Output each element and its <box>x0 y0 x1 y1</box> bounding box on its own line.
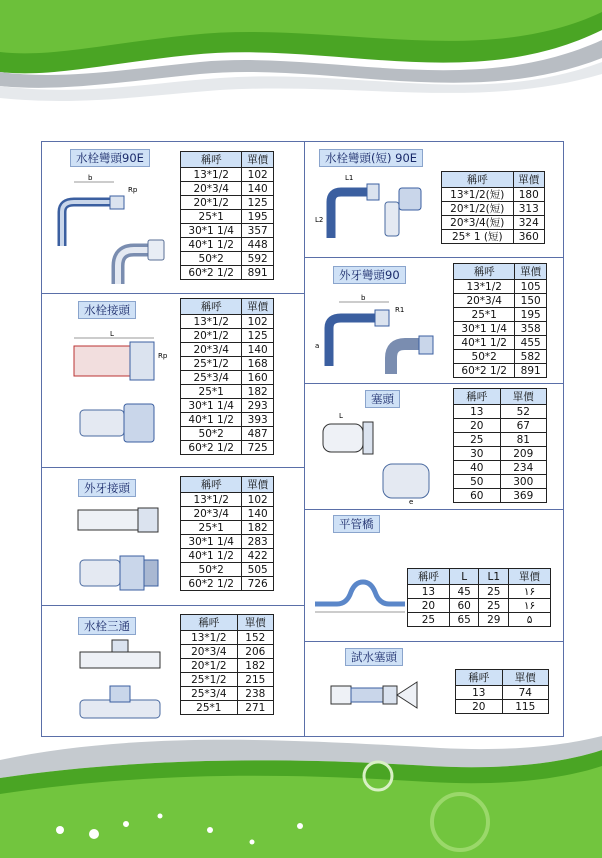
column-header: 單價 <box>242 152 274 168</box>
table-row <box>181 238 274 252</box>
size-cell: 13 <box>408 585 450 599</box>
table-row <box>181 701 274 715</box>
size-cell: 40*1 1/2 <box>181 238 242 252</box>
crossover-drawing <box>313 574 407 616</box>
size-cell: 50*2 <box>181 427 242 441</box>
value-cell: 29 <box>479 613 509 627</box>
size-cell: 25*1 <box>181 701 238 715</box>
value-cell: 65 <box>449 613 479 627</box>
table-header-row <box>456 670 549 686</box>
value-cell: 81 <box>500 433 547 447</box>
table-row <box>181 371 274 385</box>
value-cell: 455 <box>515 336 547 350</box>
size-cell: 40*1 1/2 <box>181 413 242 427</box>
size-cell: 13*1/2 <box>181 315 242 329</box>
size-cell: 13 <box>456 686 503 700</box>
value-cell: 115 <box>502 700 549 714</box>
test-plug-drawing <box>327 676 423 716</box>
size-cell: 30*1 1/4 <box>181 535 242 549</box>
value-cell: 182 <box>242 521 274 535</box>
size-cell: 60*2 1/2 <box>181 266 242 280</box>
table-row <box>181 427 274 441</box>
value-cell: ۱۶ <box>509 599 551 613</box>
column-header: 稱呼 <box>181 615 238 631</box>
column-header: 單價 <box>500 389 547 405</box>
value-cell: 206 <box>237 645 273 659</box>
value-cell: 160 <box>242 371 274 385</box>
section-male-elbow <box>304 258 563 384</box>
size-cell: 30*1 1/4 <box>181 399 242 413</box>
value-cell: 891 <box>515 364 547 378</box>
value-cell: 393 <box>242 413 274 427</box>
bottom-wave-decoration <box>0 730 602 858</box>
column-header: 稱呼 <box>181 477 242 493</box>
table-row <box>181 252 274 266</box>
table-header-row <box>408 569 551 585</box>
value-cell: 360 <box>513 230 544 244</box>
table-header-row <box>181 477 274 493</box>
value-cell: 725 <box>242 441 274 455</box>
table-row <box>408 613 551 627</box>
table-row <box>454 475 547 489</box>
value-cell: 300 <box>500 475 547 489</box>
section-elbow-short <box>304 142 563 258</box>
table-row <box>454 489 547 503</box>
table-row <box>442 230 545 244</box>
size-cell: 60 <box>454 489 501 503</box>
elbow-90e-drawing <box>48 168 178 290</box>
table-header-row <box>454 389 547 405</box>
table-row <box>454 364 547 378</box>
table-row <box>181 266 274 280</box>
size-cell: 25*1/2 <box>181 673 238 687</box>
value-cell: 238 <box>237 687 273 701</box>
table-row <box>454 308 547 322</box>
size-cell: 25*1 <box>454 308 515 322</box>
value-cell: 105 <box>515 280 547 294</box>
section-title: 水栓彎頭90E <box>70 149 150 167</box>
table-row <box>181 549 274 563</box>
size-cell: 20*3/4 <box>181 507 242 521</box>
size-cell: 20*1/2(短) <box>442 202 514 216</box>
value-cell: 487 <box>242 427 274 441</box>
value-cell: 67 <box>500 419 547 433</box>
column-header: 稱呼 <box>442 172 514 188</box>
plug-drawing <box>313 408 447 506</box>
table-header-row <box>181 615 274 631</box>
size-cell: 20*1/2 <box>181 196 242 210</box>
column-header: 稱呼 <box>181 299 242 315</box>
size-cell: 25*1 <box>181 210 242 224</box>
table-row <box>181 413 274 427</box>
table-row <box>454 280 547 294</box>
price-table <box>180 614 274 715</box>
section-title: 塞頭 <box>365 390 400 408</box>
value-cell: 592 <box>242 252 274 266</box>
size-cell: 25*1 <box>181 521 242 535</box>
table-row <box>181 385 274 399</box>
size-cell: 20*1/2 <box>181 329 242 343</box>
price-table <box>441 171 545 244</box>
size-cell: 25* 1 (短) <box>442 230 514 244</box>
size-cell: 25*3/4 <box>181 687 238 701</box>
section-title: 水栓接頭 <box>78 301 136 319</box>
connector-drawing <box>66 328 176 456</box>
value-cell: 358 <box>515 322 547 336</box>
drawing-label-r1: R1 <box>395 306 405 314</box>
size-cell: 20 <box>454 419 501 433</box>
size-cell: 20*1/2 <box>181 659 238 673</box>
size-cell: 30*1 1/4 <box>454 322 515 336</box>
drawing-label-b: b <box>88 174 93 182</box>
table-row <box>181 343 274 357</box>
value-cell: 422 <box>242 549 274 563</box>
size-cell: 13 <box>454 405 501 419</box>
table-row <box>456 686 549 700</box>
table-row <box>181 315 274 329</box>
table-row <box>408 585 551 599</box>
table-row <box>454 405 547 419</box>
price-table <box>453 388 547 503</box>
value-cell: 271 <box>237 701 273 715</box>
drawing-label-l1: L1 <box>345 174 354 182</box>
section-tee <box>42 606 304 736</box>
value-cell: ۵ <box>509 613 551 627</box>
table-row <box>181 673 274 687</box>
table-row <box>181 210 274 224</box>
section-connector <box>42 294 304 468</box>
drawing-label-a: a <box>315 342 320 350</box>
table-row <box>442 202 545 216</box>
table-header-row <box>454 264 547 280</box>
value-cell: 125 <box>242 329 274 343</box>
size-cell: 50 <box>454 475 501 489</box>
tee-drawing <box>74 638 178 734</box>
size-cell: 30*1 1/4 <box>181 224 242 238</box>
drawing-label-rp: Rp <box>128 186 138 194</box>
column-header: 單價 <box>515 264 547 280</box>
catalog-panel <box>41 141 564 737</box>
table-row <box>181 168 274 182</box>
table-row <box>454 350 547 364</box>
table-row <box>454 294 547 308</box>
value-cell: 52 <box>500 405 547 419</box>
table-header-row <box>442 172 545 188</box>
column-header: 單價 <box>242 477 274 493</box>
male-elbow-drawing <box>309 288 449 380</box>
column-header: 單價 <box>242 299 274 315</box>
value-cell: 582 <box>515 350 547 364</box>
value-cell: 45 <box>449 585 479 599</box>
male-connector-drawing <box>68 498 178 602</box>
value-cell: 180 <box>513 188 544 202</box>
column-header: L1 <box>479 569 509 585</box>
price-table <box>455 669 549 714</box>
column-header: 單價 <box>509 569 551 585</box>
table-row <box>442 216 545 230</box>
section-title: 水栓三通 <box>78 617 136 635</box>
table-header-row <box>181 299 274 315</box>
size-cell: 20 <box>408 599 450 613</box>
table-row <box>454 419 547 433</box>
column-header: 單價 <box>237 615 273 631</box>
price-table <box>180 298 274 455</box>
value-cell: 195 <box>515 308 547 322</box>
table-row <box>181 659 274 673</box>
value-cell: 125 <box>242 196 274 210</box>
value-cell: 357 <box>242 224 274 238</box>
size-cell: 40*1 1/2 <box>454 336 515 350</box>
size-cell: 50*2 <box>181 252 242 266</box>
value-cell: 505 <box>242 563 274 577</box>
section-elbow-90e <box>42 142 304 294</box>
table-row <box>181 196 274 210</box>
table-row <box>181 577 274 591</box>
table-row <box>181 224 274 238</box>
value-cell: ۱۶ <box>509 585 551 599</box>
size-cell: 13*1/2 <box>181 631 238 645</box>
column-header: 稱呼 <box>456 670 503 686</box>
table-row <box>181 535 274 549</box>
size-cell: 20*3/4 <box>181 645 238 659</box>
value-cell: 140 <box>242 343 274 357</box>
size-cell: 13*1/2(短) <box>442 188 514 202</box>
value-cell: 726 <box>242 577 274 591</box>
value-cell: 168 <box>242 357 274 371</box>
section-plug <box>304 384 563 510</box>
table-row <box>181 441 274 455</box>
value-cell: 25 <box>479 585 509 599</box>
value-cell: 293 <box>242 399 274 413</box>
size-cell: 25*1/2 <box>181 357 242 371</box>
drawing-label-b: b <box>361 294 366 302</box>
drawing-label-l: L <box>110 330 114 338</box>
section-title: 試水塞頭 <box>345 648 403 666</box>
size-cell: 13*1/2 <box>181 168 242 182</box>
table-row <box>181 182 274 196</box>
section-male-connector <box>42 468 304 606</box>
value-cell: 209 <box>500 447 547 461</box>
table-row <box>181 329 274 343</box>
value-cell: 369 <box>500 489 547 503</box>
value-cell: 283 <box>242 535 274 549</box>
value-cell: 140 <box>242 182 274 196</box>
size-cell: 50*2 <box>181 563 242 577</box>
value-cell: 150 <box>515 294 547 308</box>
size-cell: 25*1 <box>181 385 242 399</box>
value-cell: 60 <box>449 599 479 613</box>
table-row <box>181 645 274 659</box>
price-table <box>453 263 547 378</box>
table-row <box>181 687 274 701</box>
column-header: 單價 <box>513 172 544 188</box>
size-cell: 40 <box>454 461 501 475</box>
size-cell: 60*2 1/2 <box>181 441 242 455</box>
section-title: 水栓彎頭(短) 90E <box>319 149 423 167</box>
size-cell: 13*1/2 <box>181 493 242 507</box>
column-header: L <box>449 569 479 585</box>
value-cell: 74 <box>502 686 549 700</box>
table-row <box>408 599 551 613</box>
column-header: 稱呼 <box>454 264 515 280</box>
table-row <box>454 447 547 461</box>
drawing-label-l2: L2 <box>315 216 324 224</box>
table-row <box>181 399 274 413</box>
column-header: 稱呼 <box>181 152 242 168</box>
size-cell: 60*2 1/2 <box>181 577 242 591</box>
value-cell: 102 <box>242 315 274 329</box>
value-cell: 140 <box>242 507 274 521</box>
drawing-label-rp: Rp <box>158 352 168 360</box>
section-title: 外牙彎頭90 <box>333 266 406 284</box>
value-cell: 182 <box>242 385 274 399</box>
column-header: 稱呼 <box>454 389 501 405</box>
size-cell: 20*3/4 <box>181 343 242 357</box>
section-title: 外牙接頭 <box>78 479 136 497</box>
size-cell: 60*2 1/2 <box>454 364 515 378</box>
table-row <box>454 322 547 336</box>
value-cell: 182 <box>237 659 273 673</box>
size-cell: 40*1 1/2 <box>181 549 242 563</box>
column-header: 單價 <box>502 670 549 686</box>
size-cell: 13*1/2 <box>454 280 515 294</box>
value-cell: 234 <box>500 461 547 475</box>
value-cell: 891 <box>242 266 274 280</box>
table-row <box>454 461 547 475</box>
table-row <box>181 507 274 521</box>
size-cell: 25 <box>454 433 501 447</box>
price-table <box>407 568 551 627</box>
value-cell: 324 <box>513 216 544 230</box>
section-title: 平管橋 <box>333 515 380 533</box>
size-cell: 25 <box>408 613 450 627</box>
size-cell: 20*3/4 <box>181 182 242 196</box>
table-row <box>454 336 547 350</box>
value-cell: 215 <box>237 673 273 687</box>
value-cell: 25 <box>479 599 509 613</box>
size-cell: 20*3/4(短) <box>442 216 514 230</box>
section-test-plug <box>304 642 563 736</box>
table-row <box>454 433 547 447</box>
elbow-short-drawing <box>311 168 435 254</box>
section-crossover <box>304 510 563 642</box>
value-cell: 195 <box>242 210 274 224</box>
size-cell: 30 <box>454 447 501 461</box>
size-cell: 25*3/4 <box>181 371 242 385</box>
table-row <box>181 521 274 535</box>
table-row <box>181 563 274 577</box>
value-cell: 102 <box>242 493 274 507</box>
table-row <box>181 493 274 507</box>
table-row <box>442 188 545 202</box>
table-row <box>456 700 549 714</box>
table-row <box>181 357 274 371</box>
size-cell: 20*3/4 <box>454 294 515 308</box>
value-cell: 152 <box>237 631 273 645</box>
value-cell: 448 <box>242 238 274 252</box>
size-cell: 50*2 <box>454 350 515 364</box>
price-table <box>180 476 274 591</box>
value-cell: 313 <box>513 202 544 216</box>
column-header: 稱呼 <box>408 569 450 585</box>
drawing-label-e: e <box>409 498 414 506</box>
top-wave-decoration <box>0 0 602 110</box>
value-cell: 102 <box>242 168 274 182</box>
size-cell: 20 <box>456 700 503 714</box>
price-table <box>180 151 274 280</box>
table-header-row <box>181 152 274 168</box>
drawing-label-l: L <box>339 412 343 420</box>
table-row <box>181 631 274 645</box>
